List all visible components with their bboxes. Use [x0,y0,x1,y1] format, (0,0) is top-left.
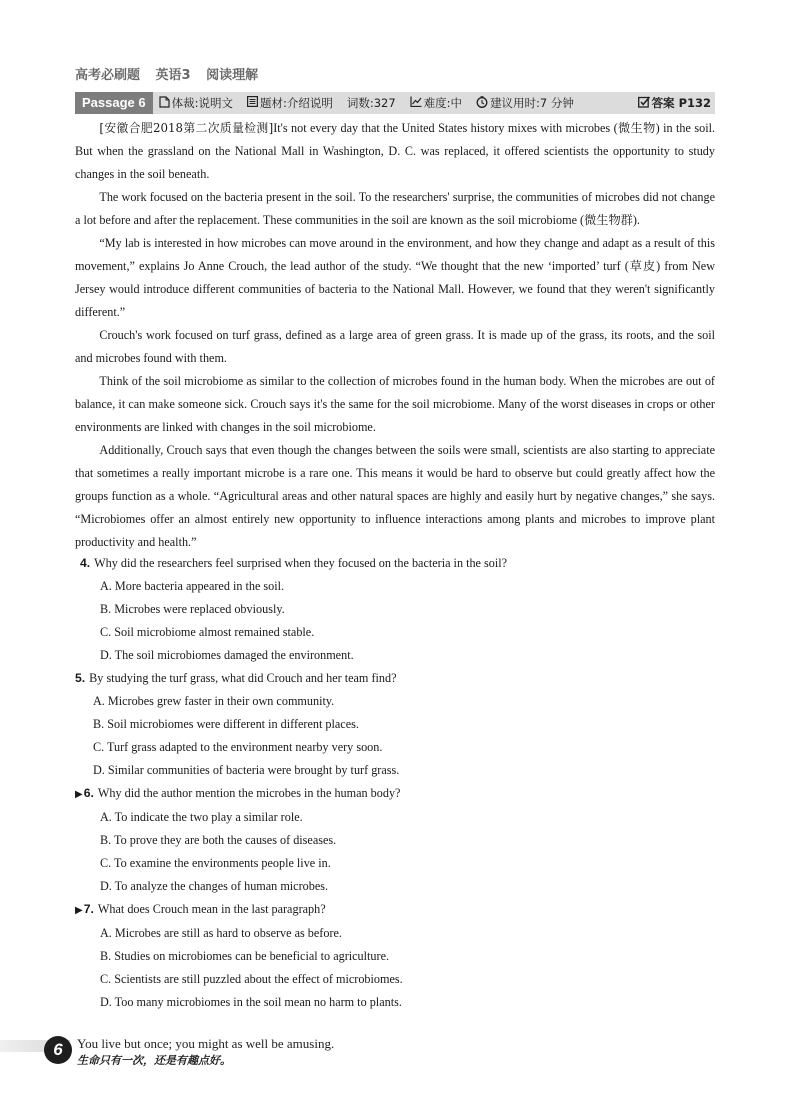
reading-passage [75,117,715,554]
highlight-arrow-icon: ▶ [75,789,83,800]
question-4 [75,552,715,667]
word-count-info [347,95,396,111]
passage-info-bar [75,92,715,114]
section-label: 阅读理解 [206,68,259,83]
checkbox-icon [638,96,650,111]
option-c: C. Scientists are still puzzled about the effect of microbiomes. [100,972,403,986]
question-stem [75,667,715,690]
option-d: D. Too many microbiomes in the soil mean no harm to plants. [100,995,402,1009]
word-count-text: 词数:327 [346,96,396,110]
passage-paragraph: Additionally, Crouch says that even though the changes between the soils were small, scientists are also starting to appreciate that sometimes a really important microbe is a rare one. This means it would be hard to observe but could greatly affect how the groups function as a whole. “Agricultural areas and other natural spaces are highly and easily hurt by negative changes,” she says. “Microbiomes offer an almost entirely new opportunity to influence interactions among plants and microbes to improve plant productivity and health.” [75,443,715,549]
question-text: What does Crouch mean in the last paragraph? [97,902,326,916]
question-text: Why did the researchers feel surprised when they focused on the bacteria in the soil? [94,556,508,570]
option-b: B. To prove they are both the causes of diseases. [100,833,337,847]
highlight-arrow-icon: ▶ [75,905,83,916]
clock-icon [476,96,488,111]
book-title: 高考必刷题 [75,68,141,83]
running-header [75,64,269,83]
list-box-icon [247,96,258,110]
answer-text: 答案 P132 [651,96,711,110]
option-b: B. Microbes were replaced obviously. [100,602,285,616]
option-d: D. Similar communities of bacteria were brought by turf grass. [93,763,400,777]
topic-text: 题材:介绍说明 [259,96,333,110]
option-d: D. To analyze the changes of human microbes. [100,879,329,893]
question-7 [75,898,715,1014]
difficulty-info [410,95,462,111]
genre-text: 体裁:说明文 [171,96,233,110]
topic-info [247,95,333,111]
passage-paragraph: Think of the soil microbiome as similar to the collection of microbes found in the human body. When the microbes are out of balance, it can make someone sick. Crouch says it's the same for the soil microbiome. Many of the worst diseases in crops or other environments are linked with changes in the soil microbiome. [75,374,715,434]
question-text: By studying the turf grass, what did Crouch and her team find? [89,671,397,685]
question-number: 7. [83,902,94,916]
footer-quote-english: You live but once; you might as well be amusing. [77,1036,335,1051]
difficulty-text: 难度:中 [423,96,463,110]
page-number: 6 [44,1036,72,1064]
passage-paragraph [75,117,715,186]
option-c: C. Turf grass adapted to the environment nearby very soon. [93,740,383,754]
option-b: B. Studies on microbiomes can be beneficial to agriculture. [100,949,390,963]
option-a: A. More bacteria appeared in the soil. [100,579,285,593]
footer-quote-chinese: 生命只有一次，还是有趣点好。 [77,1054,231,1067]
question-number: 6. [83,786,94,800]
genre-info [159,95,233,111]
answer-reference [638,95,711,111]
time-info [476,95,574,111]
option-c: C. To examine the environments people live in. [100,856,331,870]
question-5 [75,667,715,782]
question-number: 5. [75,671,86,685]
question-stem [75,782,715,806]
option-a: A. Microbes grew faster in their own community. [93,694,335,708]
question-stem [75,552,715,575]
option-b: B. Soil microbiomes were different in different places. [93,717,359,731]
passage-badge: Passage 6 [75,92,153,114]
question-number: 4. [80,556,91,570]
subject-label: 英语3 [155,68,191,83]
question-stem [75,898,715,922]
option-a: A. Microbes are still as hard to observe as before. [100,926,342,940]
question-text: Why did the author mention the microbes in the human body? [97,786,401,800]
passage-paragraph: Crouch's work focused on turf grass, defined as a large area of green grass. It is made up of the grass, its roots, and the soil and microbes found with them. [75,328,715,365]
chart-icon [410,96,422,110]
option-a: A. To indicate the two play a similar role. [100,810,303,824]
document-icon [159,96,170,111]
time-text: 建议用时:7 分钟 [490,96,574,110]
paragraph-text: It's not every day that the United States history mixes with microbes (微生物) in the soil. But when the grassland on the National Mall in Washington, D. C. was replaced, it offered scientists the opportunity to study changes in the soil beneath. [75,121,716,181]
passage-paragraph: The work focused on the bacteria present in the soil. To the researchers' surprise, the communities of microbes did not change a lot before and after the replacement. These communities in the soil are known as the soil microbiome (微生物群). [75,190,715,227]
question-6 [75,782,715,898]
option-c: C. Soil microbiome almost remained stable. [100,625,315,639]
question-list [75,552,715,1014]
option-d: D. The soil microbiomes damaged the environment. [100,648,354,662]
passage-paragraph: “My lab is interested in how microbes can move around in the environment, and how they change and adapt as a result of this movement,” explains Jo Anne Crouch, the lead author of the study. “We thought that the new ‘imported’ turf (草皮) from New Jersey would introduce different communities of bacteria to the National Mall. However, we found that they weren't significantly different.” [75,236,715,319]
passage-source: [安徽合肥2018第二次质量检测] [99,121,274,135]
